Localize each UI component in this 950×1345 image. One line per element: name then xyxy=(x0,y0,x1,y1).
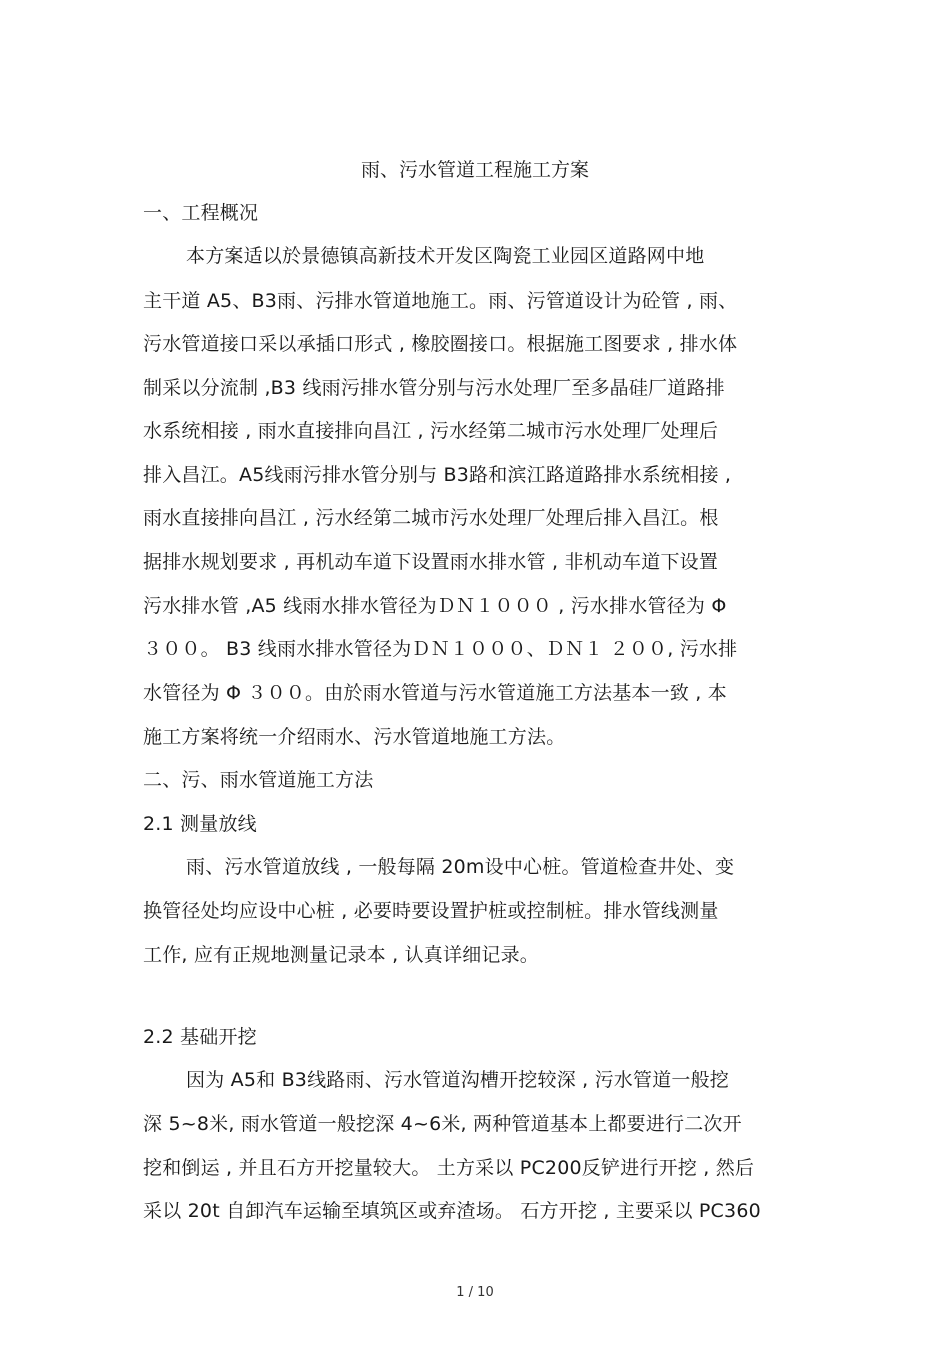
subsection-heading-excavation: 2.2 基础开挖 xyxy=(143,1026,257,1048)
paragraph-line: 因为 A5和 B3线路雨、污水管道沟槽开挖较深 , 污水管道一般挖 xyxy=(186,1069,730,1091)
paragraph-line: 水系统相接 , 雨水直接排向昌江 , 污水经第二城市污水处理厂处理后 xyxy=(143,420,719,442)
paragraph-line: 污水管道接口采以承插口形式 , 橡胶圈接口。根据施工图要求 , 排水体 xyxy=(143,333,738,355)
section-heading-method: 二、污、雨水管道施工方法 xyxy=(143,769,374,791)
paragraph-line: ３００。 B3 线雨水排水管径为ＤＮ１０００、ＤＮ１ ２００, 污水排 xyxy=(143,638,738,660)
paragraph-line: 排入昌江。A5线雨污排水管分别与 B3路和滨江路道路排水系统相接 , xyxy=(143,464,732,486)
paragraph-line: 工作, 应有正规地测量记录本 , 认真详细记录。 xyxy=(143,944,539,966)
paragraph-line: 本方案适以於景德镇高新技术开发区陶瓷工业园区道路网中地 xyxy=(186,245,705,267)
paragraph-line: 深 5~8米, 雨水管道一般挖深 4~6米, 两种管道基本上都要进行二次开 xyxy=(143,1113,742,1135)
paragraph-line: 制采以分流制 ,B3 线雨污排水管分别与污水处理厂至多晶硅厂道路排 xyxy=(143,377,725,399)
paragraph-line: 污水排水管 ,A5 线雨水排水管径为ＤＮ１０００ , 污水排水管径为 Φ xyxy=(143,595,727,617)
paragraph-line: 采以 20t 自卸汽车运输至填筑区或弃渣场。 石方开挖 , 主要采以 PC360 xyxy=(143,1200,761,1222)
paragraph-line: 水管径为 Φ ３００。由於雨水管道与污水管道施工方法基本一致 , 本 xyxy=(143,682,727,704)
page-number: 1 / 10 xyxy=(456,1285,494,1300)
section-heading-overview: 一、工程概况 xyxy=(143,202,259,224)
paragraph-line: 据排水规划要求 , 再机动车道下设置雨水排水管 , 非机动车道下设置 xyxy=(143,551,719,573)
paragraph-line: 换管径处均应设中心桩 , 必要時要设置护桩或控制桩。排水管线测量 xyxy=(143,900,719,922)
paragraph-line: 挖和倒运 , 并且石方开挖量较大。 土方采以 PC200反铲进行开挖 , 然后 xyxy=(143,1157,755,1179)
paragraph-line: 施工方案将统一介绍雨水、污水管道地施工方法。 xyxy=(143,726,566,748)
subsection-heading-survey: 2.1 测量放线 xyxy=(143,813,257,835)
paragraph-line: 雨、污水管道放线 , 一般每隔 20m设中心桩。管道检查井处、变 xyxy=(186,856,735,878)
paragraph-line: 雨水直接排向昌江 , 污水经第二城市污水处理厂处理后排入昌江。根 xyxy=(143,507,719,529)
paragraph-line: 主干道 A5、B3雨、污排水管道地施工。雨、污管道设计为砼管 , 雨、 xyxy=(143,290,738,312)
document-title: 雨、污水管道工程施工方案 xyxy=(360,159,589,181)
